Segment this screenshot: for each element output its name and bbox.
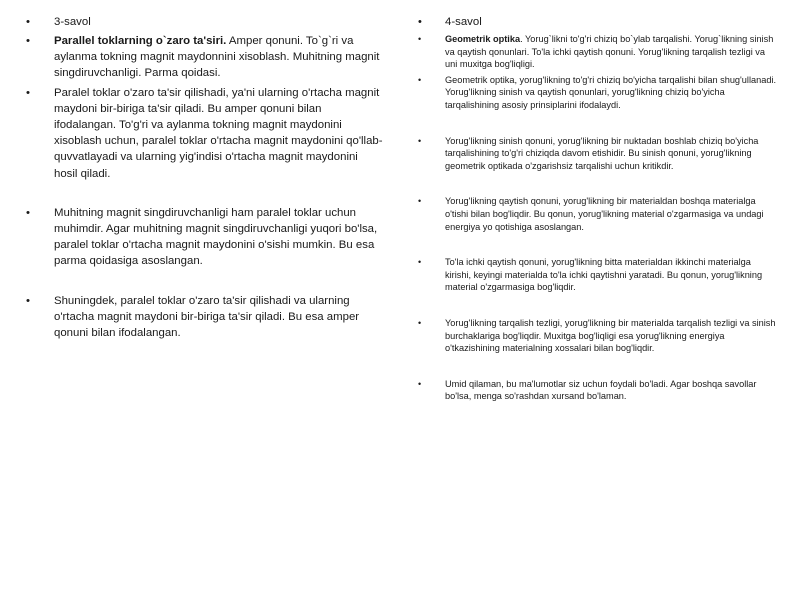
left-list-item	[24, 33, 384, 82]
bullet-icon: •	[26, 206, 30, 219]
right-heading: 4-savol	[445, 16, 482, 28]
left-column	[24, 14, 384, 341]
left-item-text: Muhitning magnit singdiruvchanligi ham paralel toklar uchun muhimdir. Agar muhitning magnit singdiruvchanligi yuqori bo'lsa, paralel toklar o'rtacha magnit maydonini o'sishi mumkin. Bu esa parma qoidasiga asoslangan.	[54, 206, 378, 268]
bullet-icon: •	[418, 74, 422, 85]
right-bullet-list	[416, 14, 778, 403]
right-heading-item	[416, 14, 778, 30]
right-item-text: Geometrik optika, yorug'likning to'g'ri chiziq bo'yicha tarqalishi bilan shug'ullanadi. Yorug'likning sinish va qaytish qonunlari, yorug'likning chiziq bo'yicha tarqalishining asosiy prinsiplarini ifodalaydi.	[445, 74, 777, 110]
left-item-text: Shuningdek, paralel toklar o'zaro ta'sir qilishadi va ularning o'rtacha magnit maydoni bir-biriga ta'sir qiladi. Bu esa amper qonuni bilan ifodalangan.	[54, 294, 360, 340]
bullet-icon: •	[418, 34, 422, 44]
right-list-item	[416, 378, 778, 403]
right-column	[416, 14, 778, 403]
right-list-item	[416, 195, 778, 233]
left-list-item	[24, 293, 384, 342]
bullet-icon: •	[418, 257, 422, 268]
bullet-icon: •	[26, 16, 30, 28]
left-heading: 3-savol	[54, 16, 91, 28]
left-heading-item	[24, 14, 384, 30]
left-list-item	[24, 205, 384, 270]
right-list-item	[416, 33, 778, 71]
bullet-icon: •	[418, 16, 422, 28]
bullet-icon: •	[418, 135, 422, 146]
bullet-icon: •	[26, 294, 30, 307]
right-list-item	[416, 317, 778, 355]
right-list-item	[416, 256, 778, 294]
bullet-icon: •	[26, 35, 30, 47]
left-item-title: Parallel toklarning o`zaro ta'siri.	[54, 35, 227, 47]
right-list-item	[416, 135, 778, 173]
left-item-text: Amper qonuni. To`g`ri va aylanma tokning magnit maydonnini xisoblash. Muhitning magnit singdiruvchanligi. Parma qoidasi.	[54, 35, 380, 80]
bullet-icon: •	[26, 86, 30, 99]
bullet-icon: •	[418, 378, 422, 389]
bullet-icon: •	[418, 317, 422, 328]
right-list-item	[416, 74, 778, 112]
bullet-icon: •	[418, 196, 422, 207]
right-item-text: Yorug'likning tarqalish tezligi, yorug'likning bir materialda tarqalish tezligi va sinish burchaklariga bog'liqdir. Muxitga bog'liqligi esa yorug'likning energiya o'tkazishining materialning xossalari bilan bog'liqdir.	[445, 317, 776, 354]
left-bullet-list	[24, 14, 384, 341]
right-item-text: Yorug'likning sinish qonuni, yorug'likning bir nuktadan boshlab chiziq bo'yicha tarqalishining to'g'ri chiziqda davom etishidir. Bu sinish qonuni, yorug'likning geometrik optikada o'zgarishsiz tarqalishi uchun kritikdir.	[445, 135, 759, 171]
right-item-title: Geometrik optika	[445, 34, 521, 44]
left-item-text: Paralel toklar o'zaro ta'sir qilishadi, ya'ni ularning o'rtacha magnit maydoni bir-biriga ta'sir qiladi. Bu amper qonuni bilan ifodalangan. To'g'ri va aylanma tokning magnit maydonini xisoblash uchun, paralel toklar o'rtacha magnit maydonini qo'llab-quvvatlayadi va ularning yig'indisi o'rtacha magnit maydonini hosil qiladi.	[54, 86, 383, 180]
right-item-text: Yorug'likning qaytish qonuni, yorug'likning bir materialdan boshqa materialga o'tishi bilan bog'liqdir. Bu qonun, yorug'likning material o'zgarmasiga va undagi energiya yo qotishiga asoslangan.	[445, 196, 764, 232]
right-item-text: To'la ichki qaytish qonuni, yorug'likning bitta materialdan ikkinchi materialga kirishi, keyingi materialda to'la ichki qaytishni yaratadi. Bu qonun, yorug'likning material o'zgarmasiga bog'liqdir.	[445, 257, 763, 293]
right-item-text: Umid qilaman, bu ma'lumotlar siz uchun foydali bo'ladi. Agar boshqa savollar bo'lsa, menga so'rashdan xursand bo'laman.	[445, 378, 757, 402]
left-list-item	[24, 85, 384, 182]
right-item-text: . Yorug`likni to'g'ri chiziq bo`ylab tarqalishi. Yorug`likning sinish va qaytish qonunlari. To'la ichki qaytish qonuni. Yorug'likning tarqalish tezligi va uni muxitga bog'liqligi.	[445, 34, 774, 70]
